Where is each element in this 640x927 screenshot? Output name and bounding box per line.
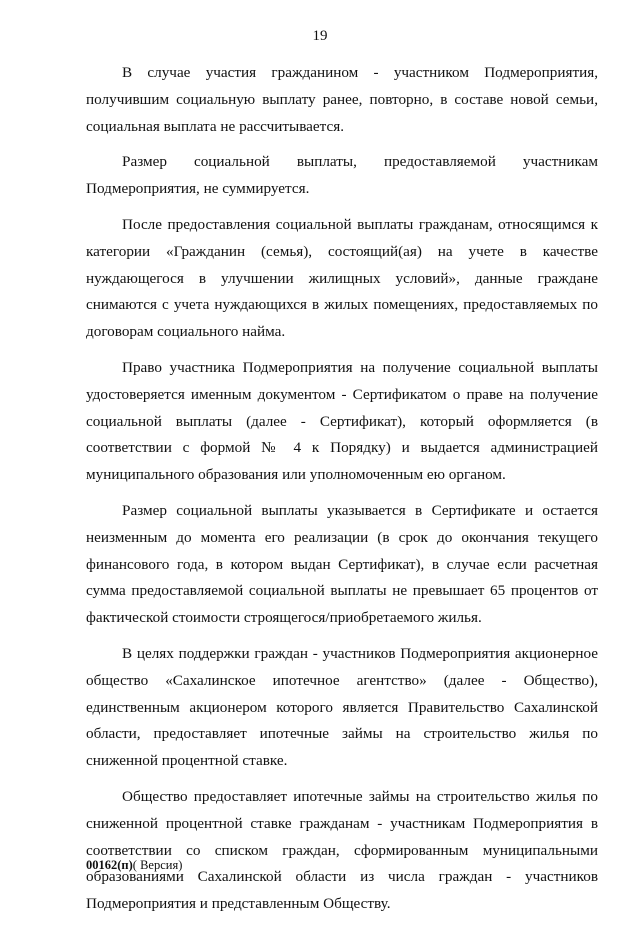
paragraph-certificate-right: Право участника Подмероприятия на получение социальной выплаты удостоверяется именным документом - Сертификатом о праве на получение социальной выплаты (далее - Сертификат), который оформляется (в соответствии с формой № 4 к Порядку) и выдается администрацией муниципального образования или уполномоченным ею органом. — [86, 358, 598, 484]
paragraph-payment-amount: Размер социальной выплаты указывается в Сертификате и остается неизменным до момента его реализации (в срок до окончания текущего финансового года, в котором выдан Сертификат), в случае если расчетная сумма предоставляемой социальной выплаты не превышает 65 процентов от фактической стоимости строящегося/приобретаемого жилья. — [86, 501, 598, 627]
document-version: ( Версия) — [132, 858, 183, 872]
document-footer — [86, 858, 182, 873]
paragraph-loan-provision: Общество предоставляет ипотечные займы на строительство жилья по сниженной процентной ставке гражданам - участникам Подмероприятия в соответствии со списком граждан, сформированным муниципальными образованиями Сахалинской области из числа граждан - участников Подмероприятия и представленным Обществу. — [86, 787, 598, 913]
paragraph-mortgage-agency: В целях поддержки граждан - участников Подмероприятия акционерное общество «Сахалинское ипотечное агентство» (далее - Общество), единственным акционером которого является Правительство Сахалинской области, предоставляет ипотечные займы на строительство жилья по сниженной процентной ставке. — [86, 644, 598, 770]
document-body — [86, 60, 598, 927]
paragraph-removal-from-waitlist: После предоставления социальной выплаты гражданам, относящимся к категории «Гражданин (семья), состоящий(ая) на учете в качестве нуждающегося в улучшении жилищных условий», данные граждане снимаются с учета нуждающихся в жилых помещениях, предоставляемых по договорам социального найма. — [86, 215, 598, 341]
paragraph-repeat-participation: В случае участия гражданином - участником Подмероприятия, получившим социальную выплату ранее, повторно, в составе новой семьи, социальная выплата не рассчитывается. — [86, 64, 598, 135]
paragraph-payment-not-summed: Размер социальной выплаты, предоставляемой участникам Подмероприятия, не суммируется. — [86, 153, 598, 198]
document-code: 00162(п) — [86, 858, 133, 872]
page-number: 19 — [312, 28, 328, 44]
